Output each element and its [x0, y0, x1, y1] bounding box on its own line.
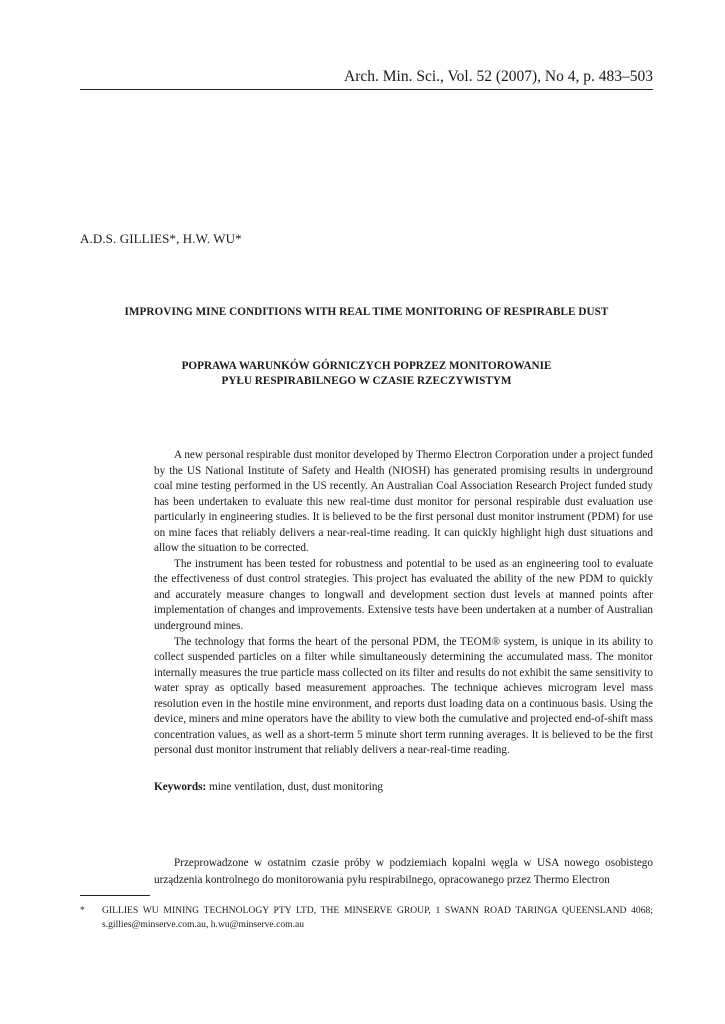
title-polish-line-1: POPRAWA WARUNKÓW GÓRNICZYCH POPRZEZ MONITOROWANIE — [181, 360, 552, 372]
title-english: IMPROVING MINE CONDITIONS WITH REAL TIME MONITORING OF RESPIRABLE DUST — [124, 306, 609, 318]
footnote-text: GILLIES WU MINING TECHNOLOGY PTY LTD, THE MINSERVE GROUP, 1 SWANN ROAD TARINGA QUEENSLAND 4068; s.gillies@minserve.com.au, h.wu@minserve.com.au — [102, 905, 653, 930]
title-polish-line-2: PYŁU RESPIRABILNEGO W CZASIE RZECZYWISTYM — [221, 375, 512, 387]
abstract-paragraph-3: The technology that forms the heart of the personal PDM, the TEOM® system, is unique in its ability to collect suspended particles on a filter while simultaneously determining the accumulated mass. The monitor internally measures the true particle mass collected on its filter and results do not exhibit the same sensitivity to water spray as optically based measurement approaches. The technique achieves microgram level mass resolution even in the hostile mine environment, and reports dust loading data on a continuous basis. Using the device, miners and mine operators have the ability to view both the cumulative and projected end-of-shift mass concentration values, as well as a short-term 5 minute short term running averages. It is believed to be the first personal dust monitor instrument that reliably delivers a near-real-time reading. — [154, 635, 653, 757]
journal-citation-header: Arch. Min. Sci., Vol. 52 (2007), No 4, p. 483–503 — [344, 68, 653, 85]
abstract — [154, 448, 653, 759]
keywords — [154, 781, 653, 793]
footnote-mark: * — [80, 905, 85, 916]
abstract-paragraph-2: The instrument has been tested for robustness and potential to be used as an engineering tool to evaluate the effectiveness of dust control strategies. This project has evaluated the ability of the new PDM to quickly and accurately measure changes to longwall and development section dust levels at manned points after implementation of changes and improvements. Extensive tests have been undertaken at a number of Australian underground mines. — [154, 557, 653, 633]
header-rule — [80, 89, 653, 90]
keywords-label: Keywords: — [154, 781, 207, 793]
polish-summary-paragraph-1: Przeprowadzone w ostatnim czasie próby w podziemiach kopalni węgla w USA nowego osobistego urządzenia kontrolnego do monitorowania pyłu respirabilnego, opracowanego przez Thermo Electron — [154, 857, 653, 886]
title-polish — [80, 359, 653, 389]
abstract-paragraph-1: A new personal respirable dust monitor developed by Thermo Electron Corporation under a project funded by the US National Institute of Safety and Health (NIOSH) has generated promising results in underground coal mine testing performed in the US recently. An Australian Coal Association Research Project funded study has been undertaken to evaluate this new real-time dust monitor for personal respirable dust evaluation use particularly in engineering studies. It is believed to be the first personal dust monitor instrument (PDM) for use on mine faces that reliably delivers a near-real-time reading. It can quickly highlight high dust situations and allow the situation to be corrected. — [154, 449, 653, 555]
keywords-text: mine ventilation, dust, dust monitoring — [206, 781, 384, 793]
footnote-rule — [80, 895, 150, 896]
footnote — [80, 904, 653, 932]
authors: A.D.S. GILLIES*, H.W. WU* — [80, 231, 242, 246]
polish-summary — [154, 855, 653, 889]
